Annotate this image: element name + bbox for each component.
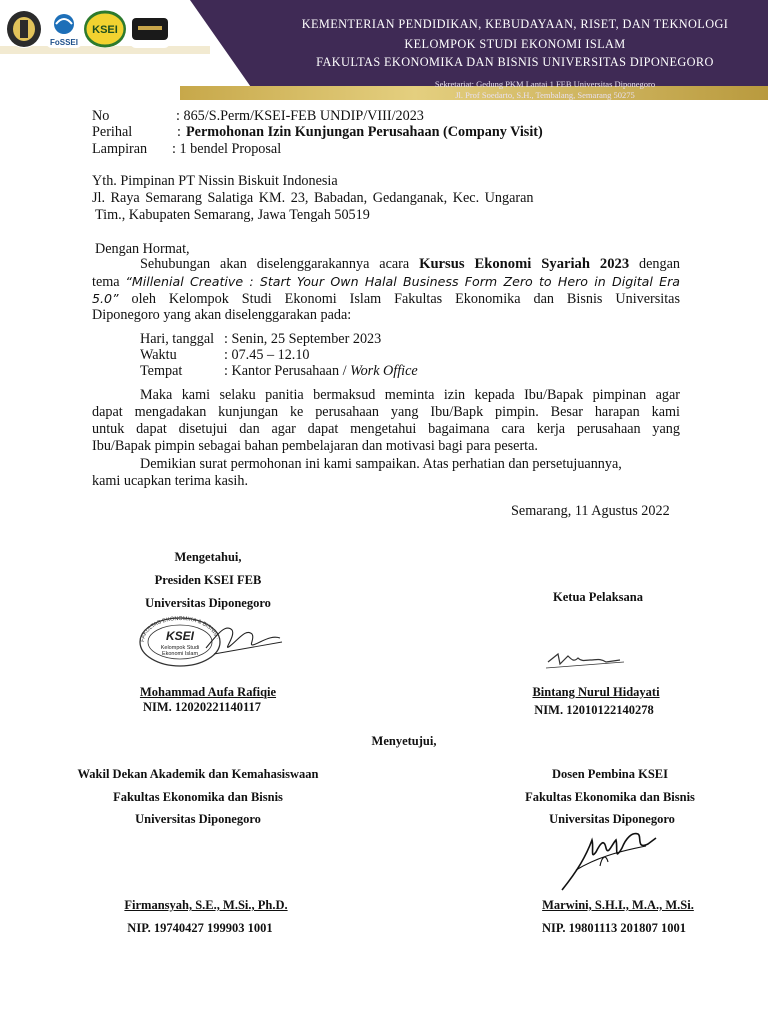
hari-label: Hari, tanggal	[140, 331, 215, 347]
header-organization: KELOMPOK STUDI EKONOMI ISLAM	[404, 37, 626, 51]
bottom-left-nip: NIP. 19740427 199903 1001	[127, 921, 273, 935]
paragraph-1-line-2	[92, 273, 680, 291]
fossei-logo-icon	[46, 10, 82, 48]
paragraph-2-line-3: untuk dapat disetujui dan agar dapat mengetahui bagaimana cara kerja perusahaan yang	[92, 421, 680, 437]
meta-perihal-label: Perihal	[92, 124, 133, 140]
meta-perihal-value: Permohonan Izin Kunjungan Perusahaan (Company Visit)	[186, 124, 543, 140]
feb-logo-icon	[130, 10, 170, 48]
bottom-right-name: Marwini, S.H.I., M.A., M.Si.	[542, 898, 694, 912]
recipient-line-1: Yth. Pimpinan PT Nissin Biskuit Indonesia	[92, 173, 338, 189]
meta-lampiran-value: : 1 bendel Proposal	[172, 141, 282, 157]
bottom-right-nip: NIP. 19801113 201807 1001	[541, 921, 686, 935]
event-name: Kursus Ekonomi Syariah 2023	[419, 256, 630, 272]
stamp-subtext-1: Kelompok Studi	[160, 645, 200, 651]
paragraph-1-line-4: Diponegoro yang akan diselenggarakan pada:	[92, 307, 352, 323]
left-signer-name: Mohammad Aufa Rafiqie	[139, 685, 277, 699]
left-signer-title-1: Presiden KSEI FEB	[154, 573, 262, 587]
greeting: Dengan Hormat,	[95, 241, 190, 257]
meta-perihal-colon: :	[177, 124, 181, 140]
paragraph-2-line-2: dapat mengadakan kunjungan ke perusahaan yang Ibu/Bapk pimpin. Besar harapan kami	[92, 404, 680, 420]
header-faculty: FAKULTAS EKONOMIKA DAN BISNIS UNIVERSITAS DIPONEGORO	[316, 55, 714, 69]
right-signature	[544, 648, 628, 672]
ksei-stamp-and-signature	[134, 612, 284, 668]
right-signer-name: Bintang Nurul Hidayati	[532, 685, 660, 699]
tempat-value-italic: Work Office	[350, 363, 418, 379]
waktu-value: : 07.45 – 12.10	[224, 347, 310, 363]
ksei-logo-text: KSEI	[92, 24, 118, 36]
stamp-text: KSEI	[165, 629, 195, 643]
stamp-subtext-2: Ekonomi Islam	[161, 651, 199, 657]
bottom-right-title-2: Fakultas Ekonomika dan Bisnis	[525, 790, 695, 804]
paragraph-1-line-1	[92, 256, 680, 273]
tempat-value-text: : Kantor Perusahaan /	[224, 363, 351, 379]
tempat-label: Tempat	[140, 363, 183, 379]
paragraph-2-line-1	[92, 387, 680, 404]
header-address-2: Jl. Prof Soedarto, S.H., Tembalang, Semarang 50275	[455, 90, 635, 100]
paragraph-3-line-2: kami ucapkan terima kasih.	[92, 473, 249, 489]
right-signer-nim: NIM. 12010122140278	[534, 703, 654, 717]
paragraph-3-line-1: Demikian surat permohonan ini kami sampaikan. Atas perhatian dan persetujuannya,	[140, 456, 622, 472]
letter-date: Semarang, 11 Agustus 2022	[511, 503, 670, 519]
meta-lampiran-label: Lampiran	[92, 141, 148, 157]
bottom-right-title-3: Universitas Diponegoro	[549, 812, 675, 826]
recipient-line-2: Jl. Raya Semarang Salatiga KM. 23, Babadan, Gedanganak, Kec. Ungaran	[92, 190, 534, 206]
left-signer-nim: NIM. 12020221140117	[142, 700, 262, 714]
p1-organizer: oleh Kelompok Studi Ekonomi Islam Fakultas Ekonomika dan Bisnis Universitas	[131, 291, 680, 307]
bottom-left-title-2: Fakultas Ekonomika dan Bisnis	[113, 790, 283, 804]
left-signer-title-2: Universitas Diponegoro	[145, 596, 271, 610]
waktu-label: Waktu	[140, 347, 177, 363]
bottom-left-title-3: Universitas Diponegoro	[135, 812, 261, 826]
recipient-line-3: Tim., Kabupaten Semarang, Jawa Tengah 50519	[95, 207, 370, 223]
fossei-logo-text: FoSSEI	[49, 38, 79, 47]
header-band-tip	[190, 0, 260, 100]
meta-no-label: No	[92, 108, 110, 124]
mengetahui-label: Mengetahui,	[174, 550, 242, 564]
paragraph-1-line-3	[92, 290, 680, 308]
bottom-right-title-1: Dosen Pembina KSEI	[552, 767, 668, 781]
bottom-right-signature	[556, 826, 660, 894]
undip-logo-icon	[6, 10, 42, 48]
hari-value: : Senin, 25 September 2023	[224, 331, 382, 347]
menyetujui-label: Menyetujui,	[371, 734, 437, 748]
bottom-left-name: Firmansyah, S.E., M.Si., Ph.D.	[124, 898, 288, 912]
p1-tema: tema	[92, 274, 120, 290]
header-ministry: KEMENTERIAN PENDIDIKAN, KEBUDAYAAN, RISET, DAN TEKNOLOGI	[301, 17, 729, 31]
stamp-ring-text: FAKULTAS EKONOMIKA & BISNIS ·	[139, 615, 220, 643]
tempat-value	[224, 363, 418, 379]
meta-no-value: : 865/S.Perm/KSEI-FEB UNDIP/VIII/2023	[176, 108, 424, 124]
p1-intro: Sehubungan akan diselenggarakannya acara	[140, 256, 410, 272]
theme-part-2: 5.0”	[92, 291, 119, 306]
bottom-left-title-1: Wakil Dekan Akademik dan Kemahasiswaan	[77, 767, 319, 781]
right-signer-title: Ketua Pelaksana	[553, 590, 643, 604]
ksei-logo-icon	[84, 10, 126, 48]
p1-dengan: dengan	[639, 256, 681, 272]
paragraph-2-line-4: Ibu/Bapak pimpin sebagai bahan pembelajaran dan motivasi bagi para peserta.	[92, 438, 538, 454]
theme-part-1: “Millenial Creative : Start Your Own Halal Business Form Zero to Hero in Digital Era	[125, 274, 681, 289]
header-address-1: Sekretariat: Gedung PKM Lantai 1 FEB Universitas Diponegoro	[434, 79, 656, 89]
p2-l1: Maka kami selaku panitia bermaksud meminta izin kepada Ibu/Bapak pimpinan agar	[140, 387, 680, 403]
